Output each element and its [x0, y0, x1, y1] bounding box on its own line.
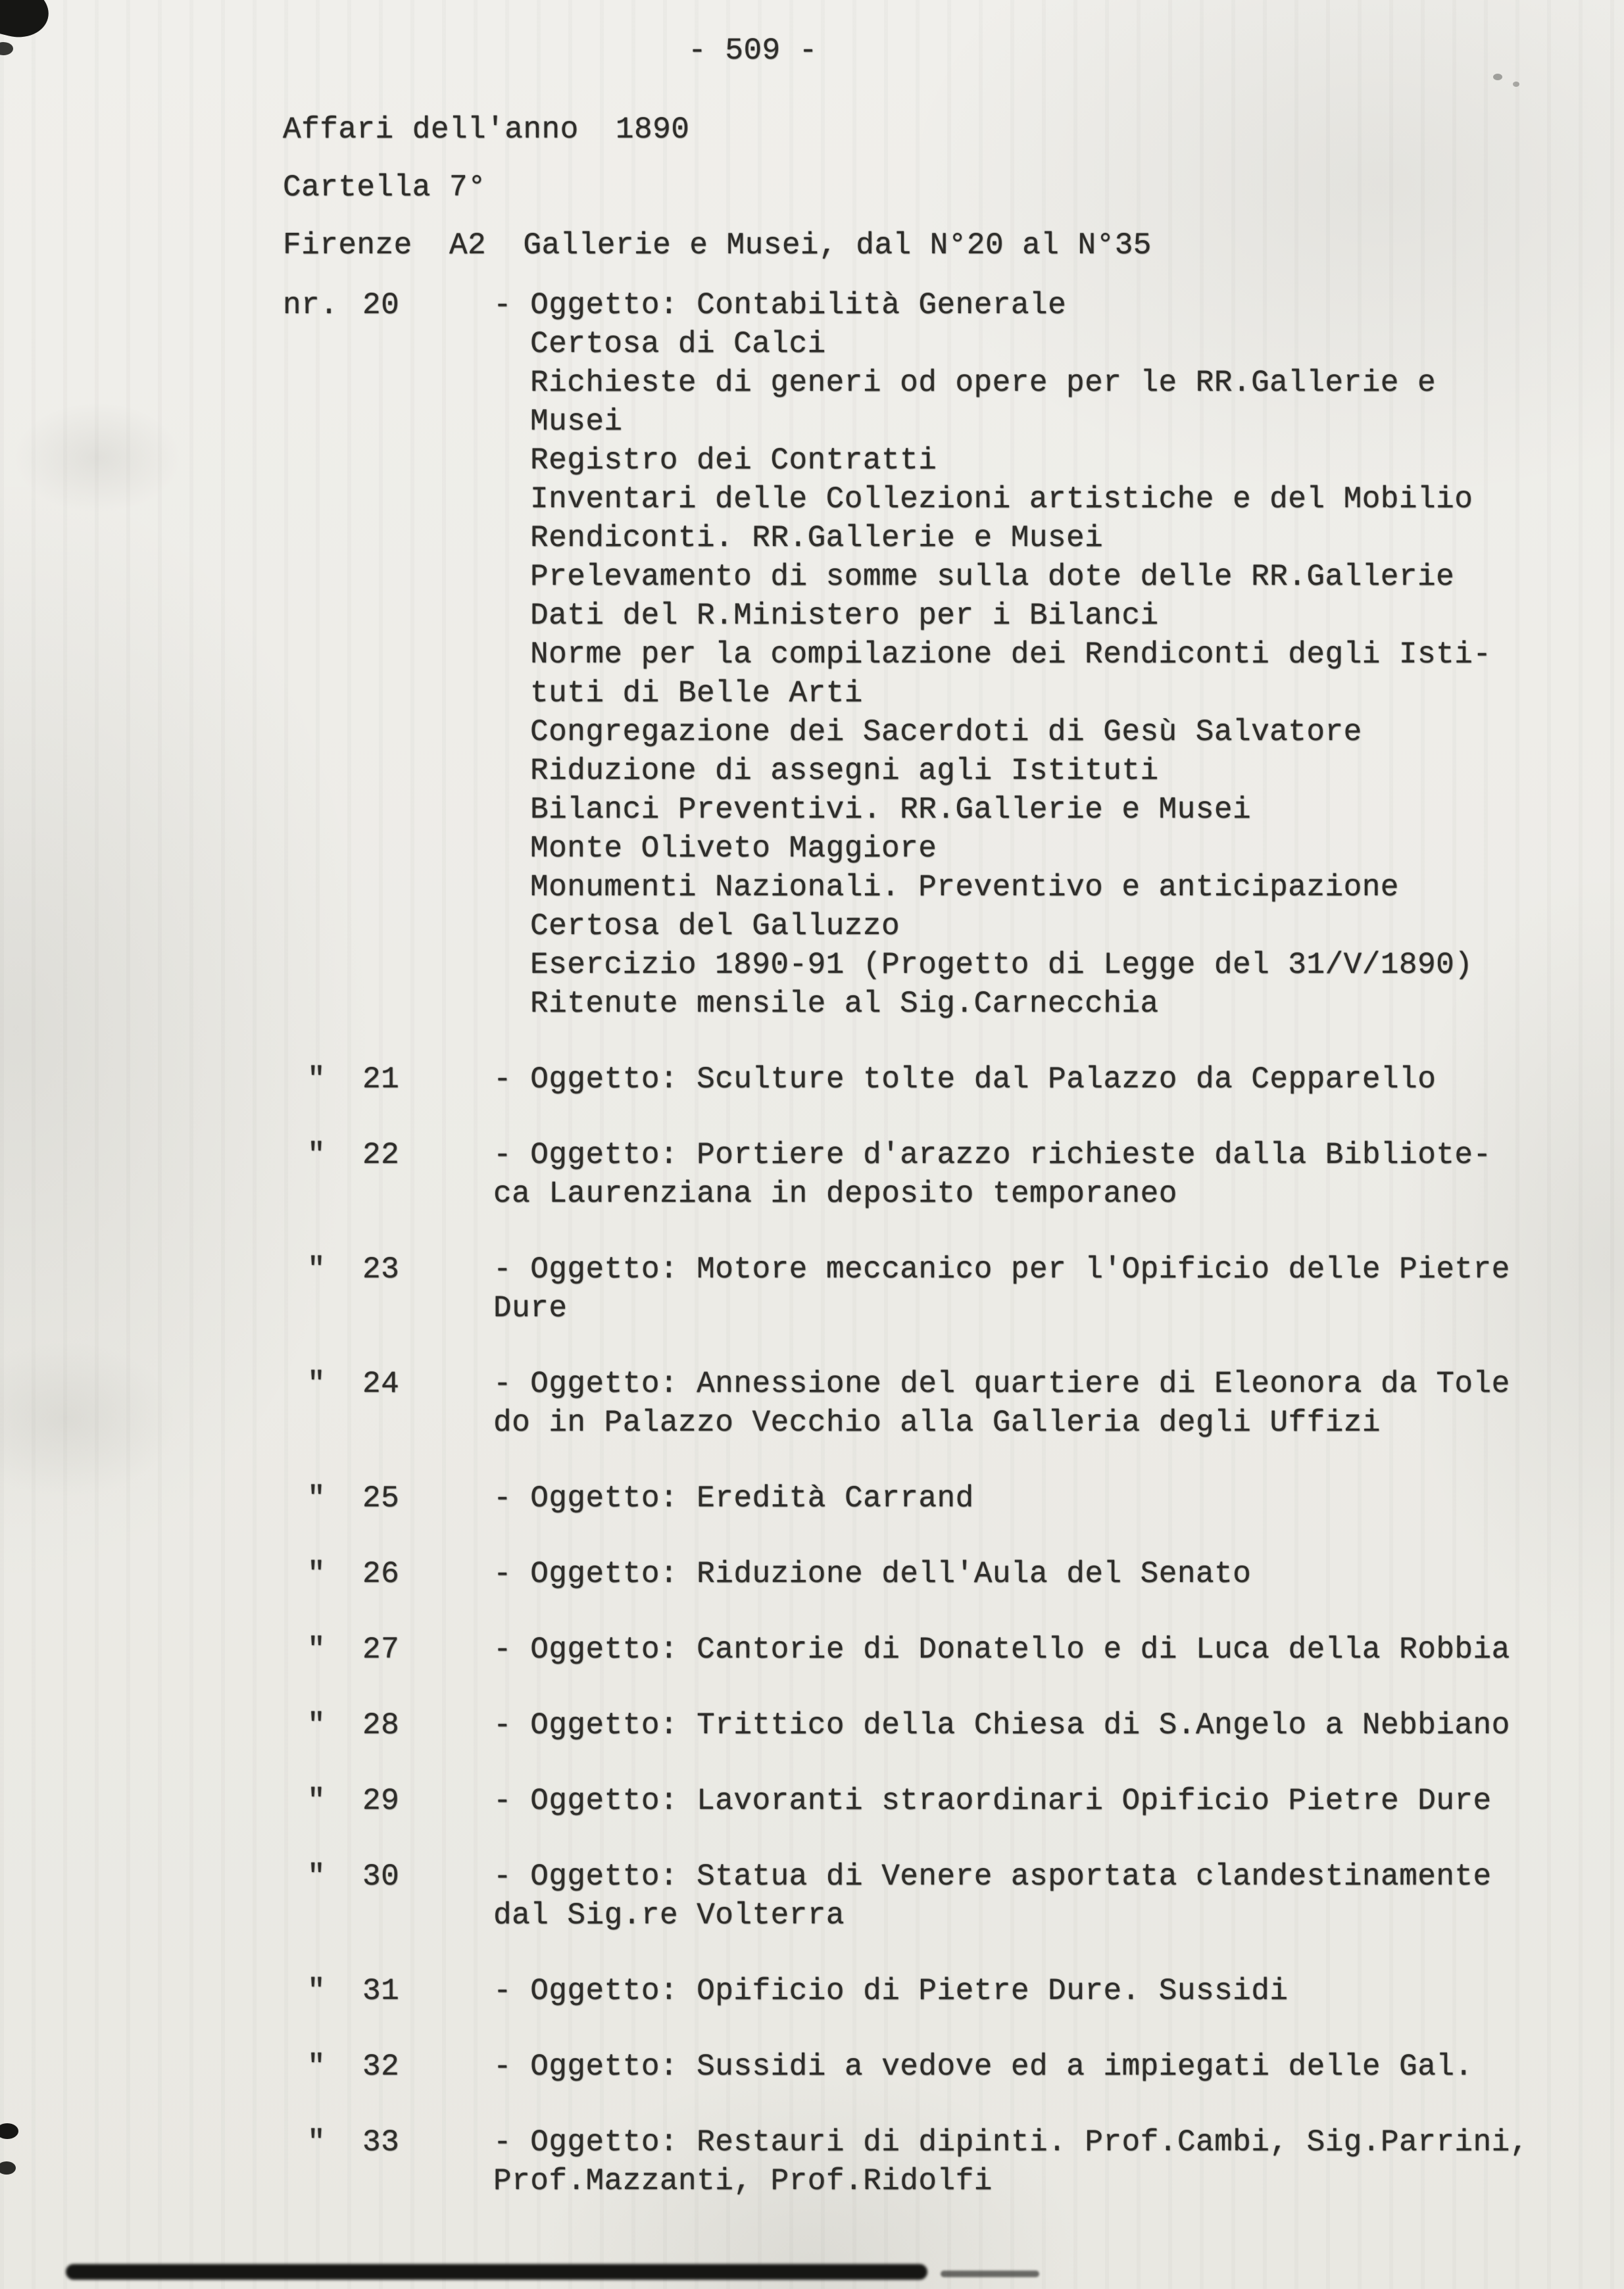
entry-line: - Oggetto: Opificio di Pietre Dure. Sussidi [493, 1974, 1289, 2008]
entry-line: do in Palazzo Vecchio alla Galleria degli Uffizi [493, 1406, 1381, 1440]
entry-number: 26 [362, 1557, 400, 1591]
scan-edge-dot [0, 2123, 18, 2139]
entry-marker: " [307, 1557, 326, 1591]
document-content [283, 111, 1592, 2201]
entry-20 [283, 286, 1592, 1023]
entry-body [493, 1706, 1592, 1745]
entry-body [493, 1250, 1592, 1328]
entry-marker: " [307, 1481, 326, 1515]
entry-number: 33 [362, 2125, 400, 2159]
entry-line: Riduzione di assegni agli Istituti [530, 754, 1159, 788]
entry-marker: " [307, 1859, 326, 1894]
entry-line: Dure [493, 1291, 568, 1325]
entry-29 [283, 1782, 1592, 1821]
page-number: - 509 - [688, 34, 818, 68]
entry-number: 24 [362, 1367, 400, 1401]
entry-line: - Oggetto: Cantorie di Donatello e di Luca della Robbia [493, 1633, 1510, 1667]
entry-number: 32 [362, 2050, 400, 2084]
entry-number: 28 [362, 1708, 400, 1742]
entry-body [493, 2048, 1592, 2086]
entry-body [493, 1972, 1592, 2011]
entry-line: Musei [530, 405, 623, 439]
entry-32 [283, 2048, 1592, 2086]
entry-marker: nr. [283, 288, 339, 322]
entry-31 [283, 1972, 1592, 2011]
scan-speck [1493, 74, 1502, 80]
entry-25 [283, 1479, 1592, 1518]
entry-23 [283, 1250, 1592, 1328]
entry-line: - Oggetto: Annessione del quartiere di Eleonora da Tole [493, 1367, 1510, 1401]
entry-number: 25 [362, 1481, 400, 1515]
entry-body [493, 1136, 1592, 1214]
entry-line: Registro dei Contratti [530, 443, 937, 478]
entry-line: Monte Oliveto Maggiore [530, 831, 937, 866]
entry-line: ca Laurenziana in deposito temporaneo [493, 1177, 1177, 1211]
entry-number: 27 [362, 1633, 400, 1667]
entry-body [493, 1555, 1592, 1594]
entry-line: - Oggetto: Contabilità Generale [493, 288, 1067, 322]
entry-number: 21 [362, 1062, 400, 1096]
scan-bottom-smudge [941, 2271, 1039, 2277]
entry-line: - Oggetto: Restauri di dipinti. Prof.Cambi, Sig.Parrini, [493, 2125, 1529, 2159]
entry-marker: " [307, 1708, 326, 1742]
entry-22 [283, 1136, 1592, 1214]
entry-line: Congregazione dei Sacerdoti di Gesù Salvatore [530, 715, 1362, 749]
entry-line: Prelevamento di somme sulla dote delle RR.Gallerie [530, 560, 1455, 594]
entry-marker: " [307, 1367, 326, 1401]
entry-body [493, 1060, 1592, 1099]
entry-line: Rendiconti. RR.Gallerie e Musei [530, 521, 1104, 555]
entry-line: Richieste di generi od opere per le RR.Gallerie e [530, 366, 1437, 400]
entry-line: - Oggetto: Sculture tolte dal Palazzo da Cepparello [493, 1062, 1437, 1096]
entry-line: Dati del R.Ministero per i Bilanci [530, 599, 1159, 633]
entry-line: Bilanci Preventivi. RR.Gallerie e Musei [530, 793, 1252, 827]
entry-line: - Oggetto: Motore meccanico per l'Opificio delle Pietre [493, 1252, 1510, 1287]
entry-number: 23 [362, 1252, 400, 1287]
entry-line: - Oggetto: Sussidi a vedove ed a impiegati delle Gal. [493, 2050, 1473, 2084]
entry-body [493, 286, 1592, 1023]
entry-number: 30 [362, 1859, 400, 1894]
entry-line: - Oggetto: Trittico della Chiesa di S.Angelo a Nebbiano [493, 1708, 1510, 1742]
entry-marker: " [307, 1252, 326, 1287]
entry-line: - Oggetto: Eredità Carrand [493, 1481, 974, 1515]
scan-bottom-smudge [66, 2264, 927, 2280]
entry-line: Inventari delle Collezioni artistiche e del Mobilio [530, 482, 1473, 516]
entry-line: Monumenti Nazionali. Preventivo e anticipazione [530, 870, 1399, 904]
header-year-line: Affari dell'anno 1890 [283, 112, 690, 147]
entry-27 [283, 1631, 1592, 1669]
entry-line: Certosa di Calci [530, 327, 826, 361]
entry-line: Norme per la compilazione dei Rendiconti degli Isti- [530, 637, 1492, 672]
entry-24 [283, 1365, 1592, 1442]
entry-28 [283, 1706, 1592, 1745]
entry-line: - Oggetto: Statua di Venere asportata clandestinamente [493, 1859, 1492, 1894]
entry-number: 22 [362, 1138, 400, 1172]
entry-21 [283, 1060, 1592, 1099]
entry-body [493, 1365, 1592, 1442]
scan-edge-dot [0, 2161, 16, 2175]
entry-26 [283, 1555, 1592, 1594]
entry-marker: " [307, 1138, 326, 1172]
entry-body [493, 2123, 1592, 2201]
entry-marker: " [307, 2050, 326, 2084]
entry-body [493, 1631, 1592, 1669]
entry-body [493, 1479, 1592, 1518]
entry-line: Ritenute mensile al Sig.Carnecchia [530, 987, 1159, 1021]
entry-marker: " [307, 1974, 326, 2008]
entry-marker: " [307, 1062, 326, 1096]
scan-speck [1513, 82, 1519, 87]
entry-body [493, 1858, 1592, 1935]
entry-30 [283, 1858, 1592, 1935]
entry-number: 31 [362, 1974, 400, 2008]
entry-number: 20 [362, 288, 400, 322]
entry-line: - Oggetto: Portiere d'arazzo richieste dalla Bibliote- [493, 1138, 1492, 1172]
entry-33 [283, 2123, 1592, 2201]
entry-line: Esercizio 1890-91 (Progetto di Legge del 31/V/1890) [530, 948, 1473, 982]
entry-line: dal Sig.re Volterra [493, 1898, 845, 1932]
entry-line: - Oggetto: Riduzione dell'Aula del Senato [493, 1557, 1252, 1591]
entry-line: Certosa del Galluzzo [530, 909, 900, 943]
header-series-line: Firenze A2 Gallerie e Musei, dal N°20 al N°35 [283, 228, 1152, 262]
entry-number: 29 [362, 1784, 400, 1818]
entry-marker: " [307, 1784, 326, 1818]
entry-line: Prof.Mazzanti, Prof.Ridolfi [493, 2164, 993, 2198]
header-folder-line: Cartella 7° [283, 170, 487, 205]
entry-marker: " [307, 2125, 326, 2159]
entry-body [493, 1782, 1592, 1821]
entry-line: - Oggetto: Lavoranti straordinari Opificio Pietre Dure [493, 1784, 1492, 1818]
entry-marker: " [307, 1633, 326, 1667]
entry-line: tuti di Belle Arti [530, 676, 863, 710]
entries-list [283, 286, 1592, 2201]
